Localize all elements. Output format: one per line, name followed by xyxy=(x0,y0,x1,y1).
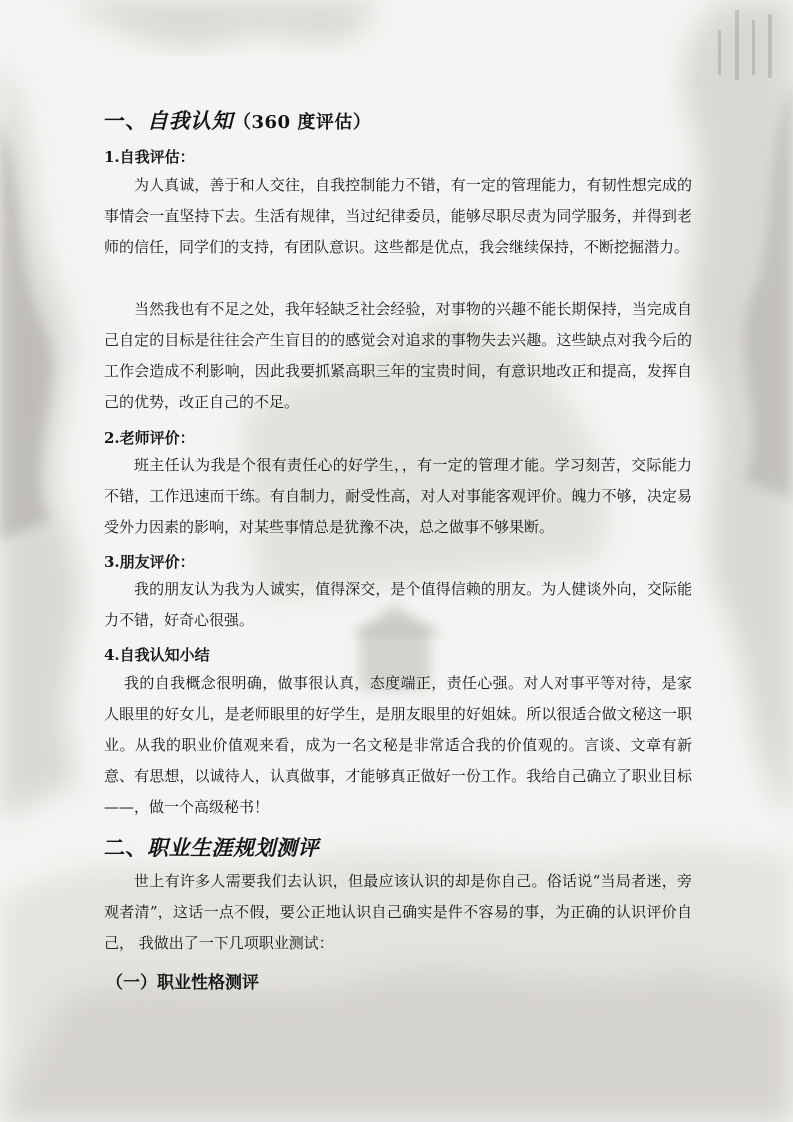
section-number: 一、 xyxy=(104,108,147,133)
teacher-eval-paragraph: 班主任认为我是个很有责任心的好学生，，有一定的管理才能。学习刻苦，交际能力不错，工作迅速而干练。有自制力，耐受性高，对人对事能客观评价。魄力不够，决定易受外力因素的影响，对某些事情总是犹豫不决，总之做事不够果断。 xyxy=(104,456,692,536)
subheading-self-eval: 1.自我评估： xyxy=(104,148,195,166)
section-subtitle: （360 度评估） xyxy=(233,112,372,133)
section-title: 职业生涯规划测评 xyxy=(147,835,319,860)
section-heading-career-assessment xyxy=(104,832,319,862)
friend-eval-paragraph: 我的朋友认为我为人诚实，值得深交，是个值得信赖的朋友。为人健谈外向，交际能力不错，好奇心很强。 xyxy=(104,580,692,629)
self-eval-paragraph-1: 为人真诚，善于和人交往，自我控制能力不错，有一定的管理能力，有韧性想完成的事情会一直坚持下去。生活有规律，当过纪律委员，能够尽职尽责为同学服务，并得到老师的信任，同学们的支持，有团队意识。这些都是优点，我会继续保持，不断挖掘潜力。 xyxy=(104,176,692,256)
section-number: 二、 xyxy=(104,835,147,860)
subheading-teacher-eval: 2.老师评价： xyxy=(104,429,195,447)
subheading-summary: 4.自我认知小结 xyxy=(104,646,210,664)
summary-paragraph: 我的自我概念很明确，做事很认真，态度端正，责任心强。对人对事平等对待，是家人眼里的好女儿，是老师眼里的好学生，是朋友眼里的好姐妹。所以很适合做文秘这一职业。从我的职业价值观来看，成为一名文秘是非常适合我的价值观的。言谈、文章有新意、有思想，以诚待人，认真做事，才能够真正做好一份工作。我给自己确立了职业目标——，做一个高级秘书！ xyxy=(104,674,692,816)
self-eval-paragraph-2: 当然我也有不足之处，我年轻缺乏社会经验，对事物的兴趣不能长期保持，当完成自己自定的目标是往往会产生盲目的的感觉会对追求的事物失去兴趣。这些缺点对我今后的工作会造成不利影响，因此我要抓紧高职三年的宝贵时间，有意识地改正和提高，发挥自己的优势，改正自己的不足。 xyxy=(104,300,692,411)
career-intro-paragraph: 世上有许多人需要我们去认识，但最应该认识的却是你自己。俗话说“当局者迷，旁观者清”，这话一点不假，要公正地认识自己确实是件不容易的事，为正确的认识评价自己， 我做出了一下几项职业测试： xyxy=(104,872,692,952)
section-title: 自我认知 xyxy=(147,108,233,133)
subheading-friend-eval: 3.朋友评价： xyxy=(104,553,195,571)
section-heading-self-awareness xyxy=(104,105,371,135)
subheading-personality-test: （一）职业性格测评 xyxy=(106,973,259,993)
